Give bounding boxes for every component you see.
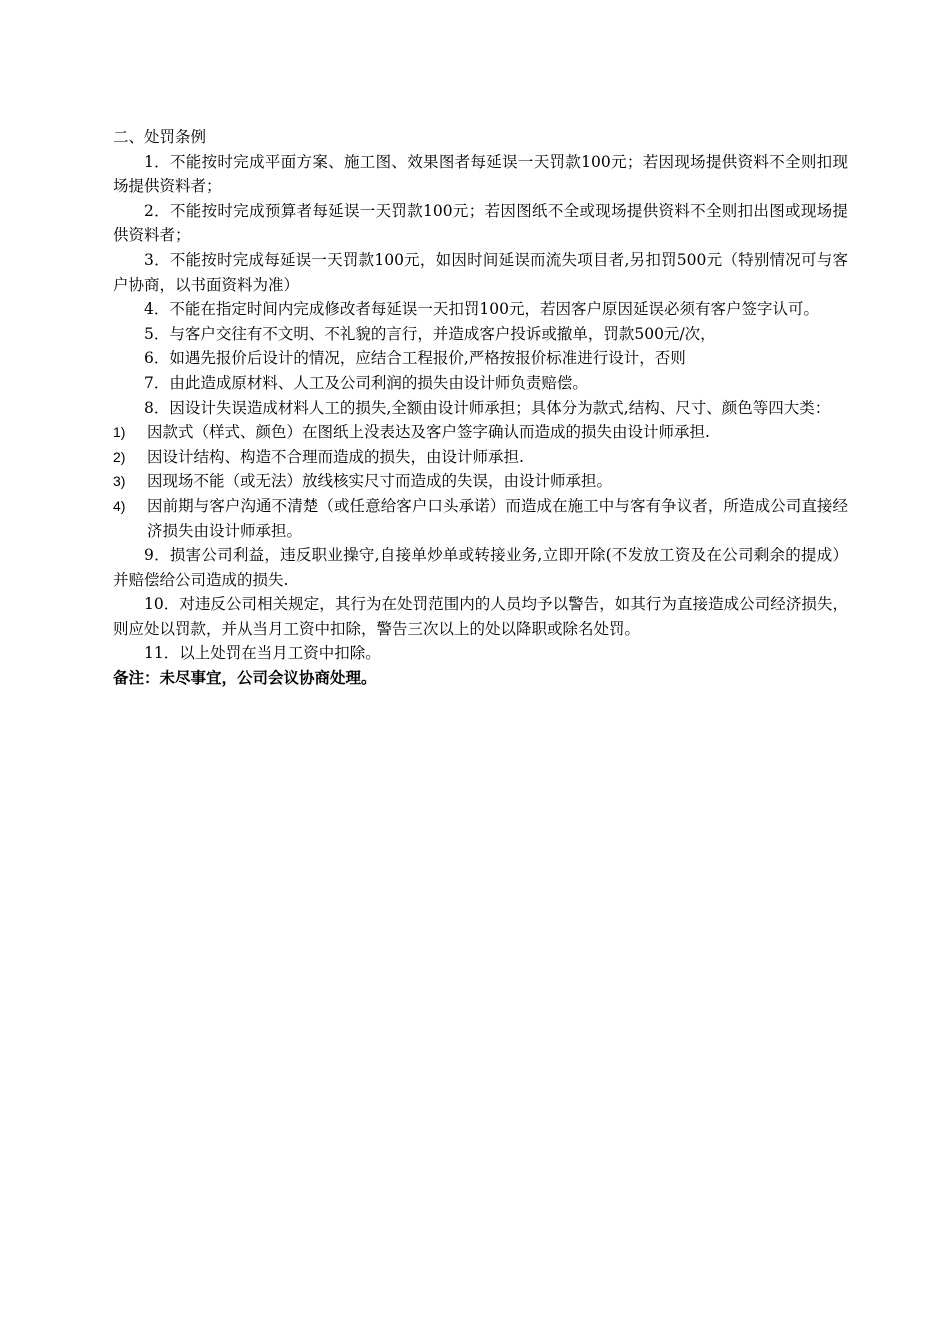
sub-item	[113, 494, 848, 543]
sub-item-text: 因设计结构、构造不合理而造成的损失，由设计师承担.	[147, 447, 524, 466]
clause-2: 2．不能按时完成预算者每延误一天罚款100元；若因图纸不全或现场提供资料不全则扣出图或现场提供资料者；	[113, 201, 848, 245]
section-heading: 二、处罚条例	[113, 128, 207, 146]
sub-item-number: 1)	[113, 424, 126, 441]
sub-item-text: 因前期与客户沟通不清楚（或任意给客户口头承诺）而造成在施工中与客有争议者，所造成公司直接经济损失由设计师承担。	[147, 496, 848, 540]
sub-item-number: 4)	[113, 497, 126, 514]
clause-11: 11．以上处罚在当月工资中扣除。	[144, 644, 381, 663]
clause-7: 7．由此造成原材料、人工及公司利润的损失由设计师负责赔偿。	[144, 373, 588, 392]
clause-3: 3．不能按时完成每延误一天罚款100元，如因时间延误而流失项目者,另扣罚500元（特别情况可与客户协商，以书面资料为准）	[113, 250, 848, 294]
clause-9: 9．损害公司利益，违反职业操守,自接单炒单或转接业务,立即开除(不发放工资及在公司剩余的提成）并赔偿给公司造成的损失.	[113, 546, 848, 589]
clause-5: 5．与客户交往有不文明、不礼貌的言行，并造成客户投诉或撤单，罚款500元/次，	[144, 324, 716, 343]
sub-item-text: 因现场不能（或无法）放线核实尺寸而造成的失误，由设计师承担。	[147, 472, 613, 491]
clause-6: 6．如遇先报价后设计的情况，应结合工程报价,严格按报价标准进行设计，否则	[144, 349, 686, 368]
sub-item	[113, 469, 848, 494]
sub-item	[113, 420, 848, 445]
document-body	[113, 125, 848, 691]
sub-item	[113, 445, 848, 470]
remarks-note: 备注：未尽事宜，公司会议协商处理。	[113, 668, 377, 688]
sub-item-text: 因款式（样式、颜色）在图纸上没表达及客户签字确认而造成的损失由设计师承担.	[147, 423, 710, 442]
sub-item-number: 2)	[113, 448, 126, 465]
clause-1: 1．不能按时完成平面方案、施工图、效果图者每延误一天罚款100元；若因现场提供资料不全则扣现场提供资料者；	[113, 152, 848, 196]
sub-item-number: 3)	[113, 473, 126, 490]
clause-4: 4．不能在指定时间内完成修改者每延误一天扣罚100元，若因客户原因延误必须有客户签字认可。	[144, 300, 819, 319]
clause-8: 8．因设计失误造成材料人工的损失,全额由设计师承担；具体分为款式,结构、尺寸、颜色等四大类：	[144, 398, 831, 417]
clause-10: 10．对违反公司相关规定，其行为在处罚范围内的人员均予以警告，如其行为直接造成公司经济损失，则应处以罚款，并从当月工资中扣除，警告三次以上的处以降职或除名处罚。	[113, 595, 848, 638]
